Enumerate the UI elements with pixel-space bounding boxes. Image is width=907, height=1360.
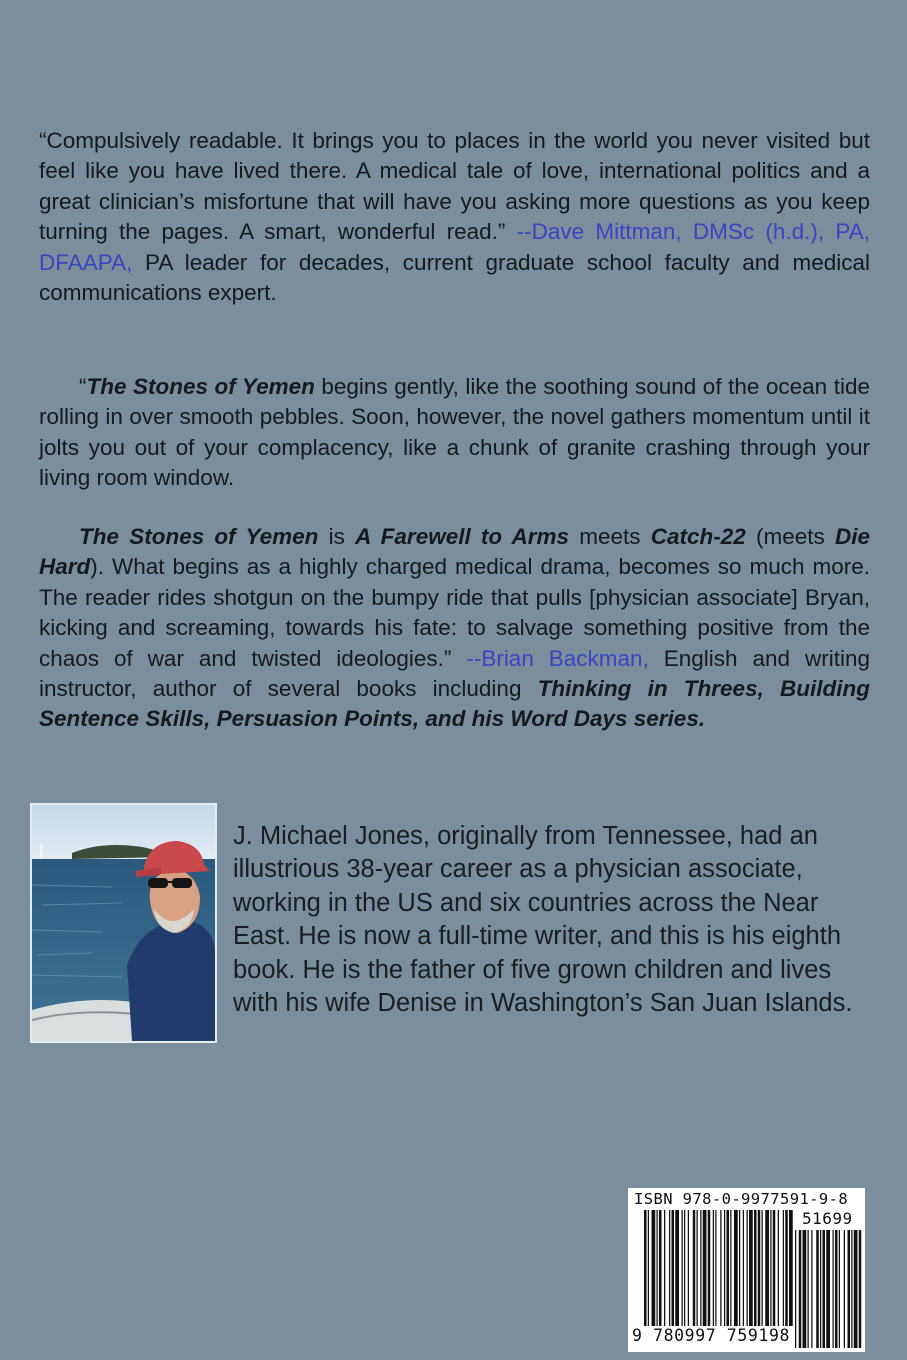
barcode-addon-bar	[851, 1230, 852, 1348]
barcode-addon-bar	[820, 1230, 821, 1348]
barcode-bar	[743, 1210, 744, 1326]
barcode-bar	[789, 1210, 793, 1326]
barcode-bar	[648, 1210, 649, 1326]
barcode-bar	[675, 1210, 679, 1326]
isbn-label: ISBN 978-0-9977591-9-8	[634, 1190, 849, 1208]
barcode-addon-bar	[848, 1230, 851, 1348]
barcode-addon-bar	[839, 1230, 840, 1348]
barcode-addon-bar	[854, 1230, 858, 1348]
review-quote-1	[39, 126, 870, 308]
barcode-addon-bar	[844, 1230, 845, 1348]
barcode-bar	[682, 1210, 683, 1326]
barcode-addon-bar	[833, 1230, 834, 1348]
quote-3-meets: meets	[569, 524, 651, 549]
barcode-bar	[669, 1210, 670, 1326]
barcode-bar	[713, 1210, 714, 1326]
barcode-bar	[783, 1210, 784, 1326]
barcode-bar	[762, 1210, 763, 1326]
quote-2-open: “	[79, 374, 87, 399]
barcode-bar	[749, 1210, 753, 1326]
barcode-bar	[715, 1210, 716, 1326]
barcode-bar	[693, 1210, 696, 1326]
quote-3-book-2: Catch-22	[650, 524, 746, 549]
barcode-bar	[730, 1210, 731, 1326]
author-photo	[30, 803, 217, 1043]
quote-1-text: “Compulsively readable. It brings you to places in the world you never visited but feel like you have lived there. A medical tale of love, international politics and a great clinician’s misfortune that will have you asking more questions as you keep turning the pages. A smart, wonderful read.”	[39, 128, 870, 245]
barcode-bar	[773, 1210, 776, 1326]
barcode-bar	[778, 1210, 779, 1326]
review-quote-2	[39, 372, 870, 494]
review-quote-3	[39, 522, 870, 735]
barcode-bar	[672, 1210, 675, 1326]
barcode-bar	[758, 1210, 761, 1326]
quote-3-book-3: Die Hard	[39, 524, 870, 580]
quote-2-text: begins gently, like the soothing sound of the ocean tide rolling in over smooth pebbles. Soon, however, the novel gathers momentum until it jolts you out of your complacency, like a chunk of granite crashing through your living room window.	[39, 374, 870, 491]
barcode-bar	[739, 1210, 740, 1326]
barcode-bar	[659, 1210, 662, 1326]
barcode-bar	[644, 1210, 647, 1326]
quote-3-text: ). What begins as a highly charged medical drama, becomes so much more. The reader rides shotgun on the bumpy ride that pulls [physician associate] Bryan, kicking and screaming, towards his fate: to salvage something positive from the chaos of war and twisted ideologies.”	[39, 554, 870, 671]
isbn-barcode	[628, 1188, 865, 1352]
quote-3-is: is	[318, 524, 356, 549]
barcode-addon-bar	[835, 1230, 838, 1348]
barcode-addon-bar	[808, 1230, 809, 1348]
author-photo-image	[32, 805, 215, 1041]
barcode-bar	[765, 1210, 769, 1326]
quote-1-author-bio: PA leader for decades, current graduate school faculty and medical communications expert.	[39, 249, 870, 306]
barcode-addon-bar	[811, 1230, 812, 1348]
barcode-addon-bar	[826, 1230, 830, 1348]
barcode-bar	[708, 1210, 711, 1326]
barcode-bar	[785, 1210, 788, 1326]
quote-3-book-title: The Stones of Yemen	[79, 524, 319, 549]
barcode-bar	[657, 1210, 658, 1326]
barcode-bar	[664, 1210, 665, 1326]
barcode-bar	[697, 1210, 698, 1326]
barcode-addon-bar	[823, 1230, 826, 1348]
barcode-bar	[688, 1210, 689, 1326]
barcode-bar	[720, 1210, 721, 1326]
barcode-bar	[747, 1210, 748, 1326]
barcode-addon-digits: 51699	[802, 1209, 853, 1228]
barcode-bar	[684, 1210, 685, 1326]
barcode-bar	[754, 1210, 757, 1326]
barcode-bar	[727, 1210, 730, 1326]
barcode-bar	[770, 1210, 771, 1326]
quote-3-book-1: A Farewell to Arms	[355, 524, 570, 549]
barcode-digits: 9 780997 759198	[632, 1326, 791, 1345]
barcode-addon-bar	[803, 1230, 807, 1348]
barcode-bar	[652, 1210, 656, 1326]
barcode-bar	[700, 1210, 701, 1326]
quote-3-author-bio: English and writing instructor, author of several books including	[39, 645, 870, 702]
quote-3-author-books: Thinking in Threes, Building Sentence Skills, Persuasion Points, and his Word Days series.	[39, 676, 871, 732]
barcode-addon-bar	[799, 1230, 802, 1348]
barcode-bar	[724, 1210, 725, 1326]
quote-3-author: --Brian Backman,	[466, 645, 649, 671]
barcode-addon-bar	[795, 1230, 796, 1348]
barcode-addon-bar	[816, 1230, 819, 1348]
quote-1-author: --Dave Mittman, DMSc (h.d.), PA, DFAAPA,	[39, 219, 870, 275]
barcode-bar	[703, 1210, 707, 1326]
barcode-addon-bar	[859, 1230, 862, 1348]
author-bio: J. Michael Jones, originally from Tennessee, had an illustrious 38-year career as a physician associate, working in the US and six countries across the Near East. He is now a full-time writer, and this is his eighth book. He is the father of five grown children and lives with his wife Denise in Washington’s San Juan Islands.	[233, 822, 853, 1018]
quote-2-book-title: The Stones of Yemen	[86, 374, 315, 399]
barcode-bar	[734, 1210, 738, 1326]
quote-3-meets-2: (meets	[745, 524, 835, 549]
